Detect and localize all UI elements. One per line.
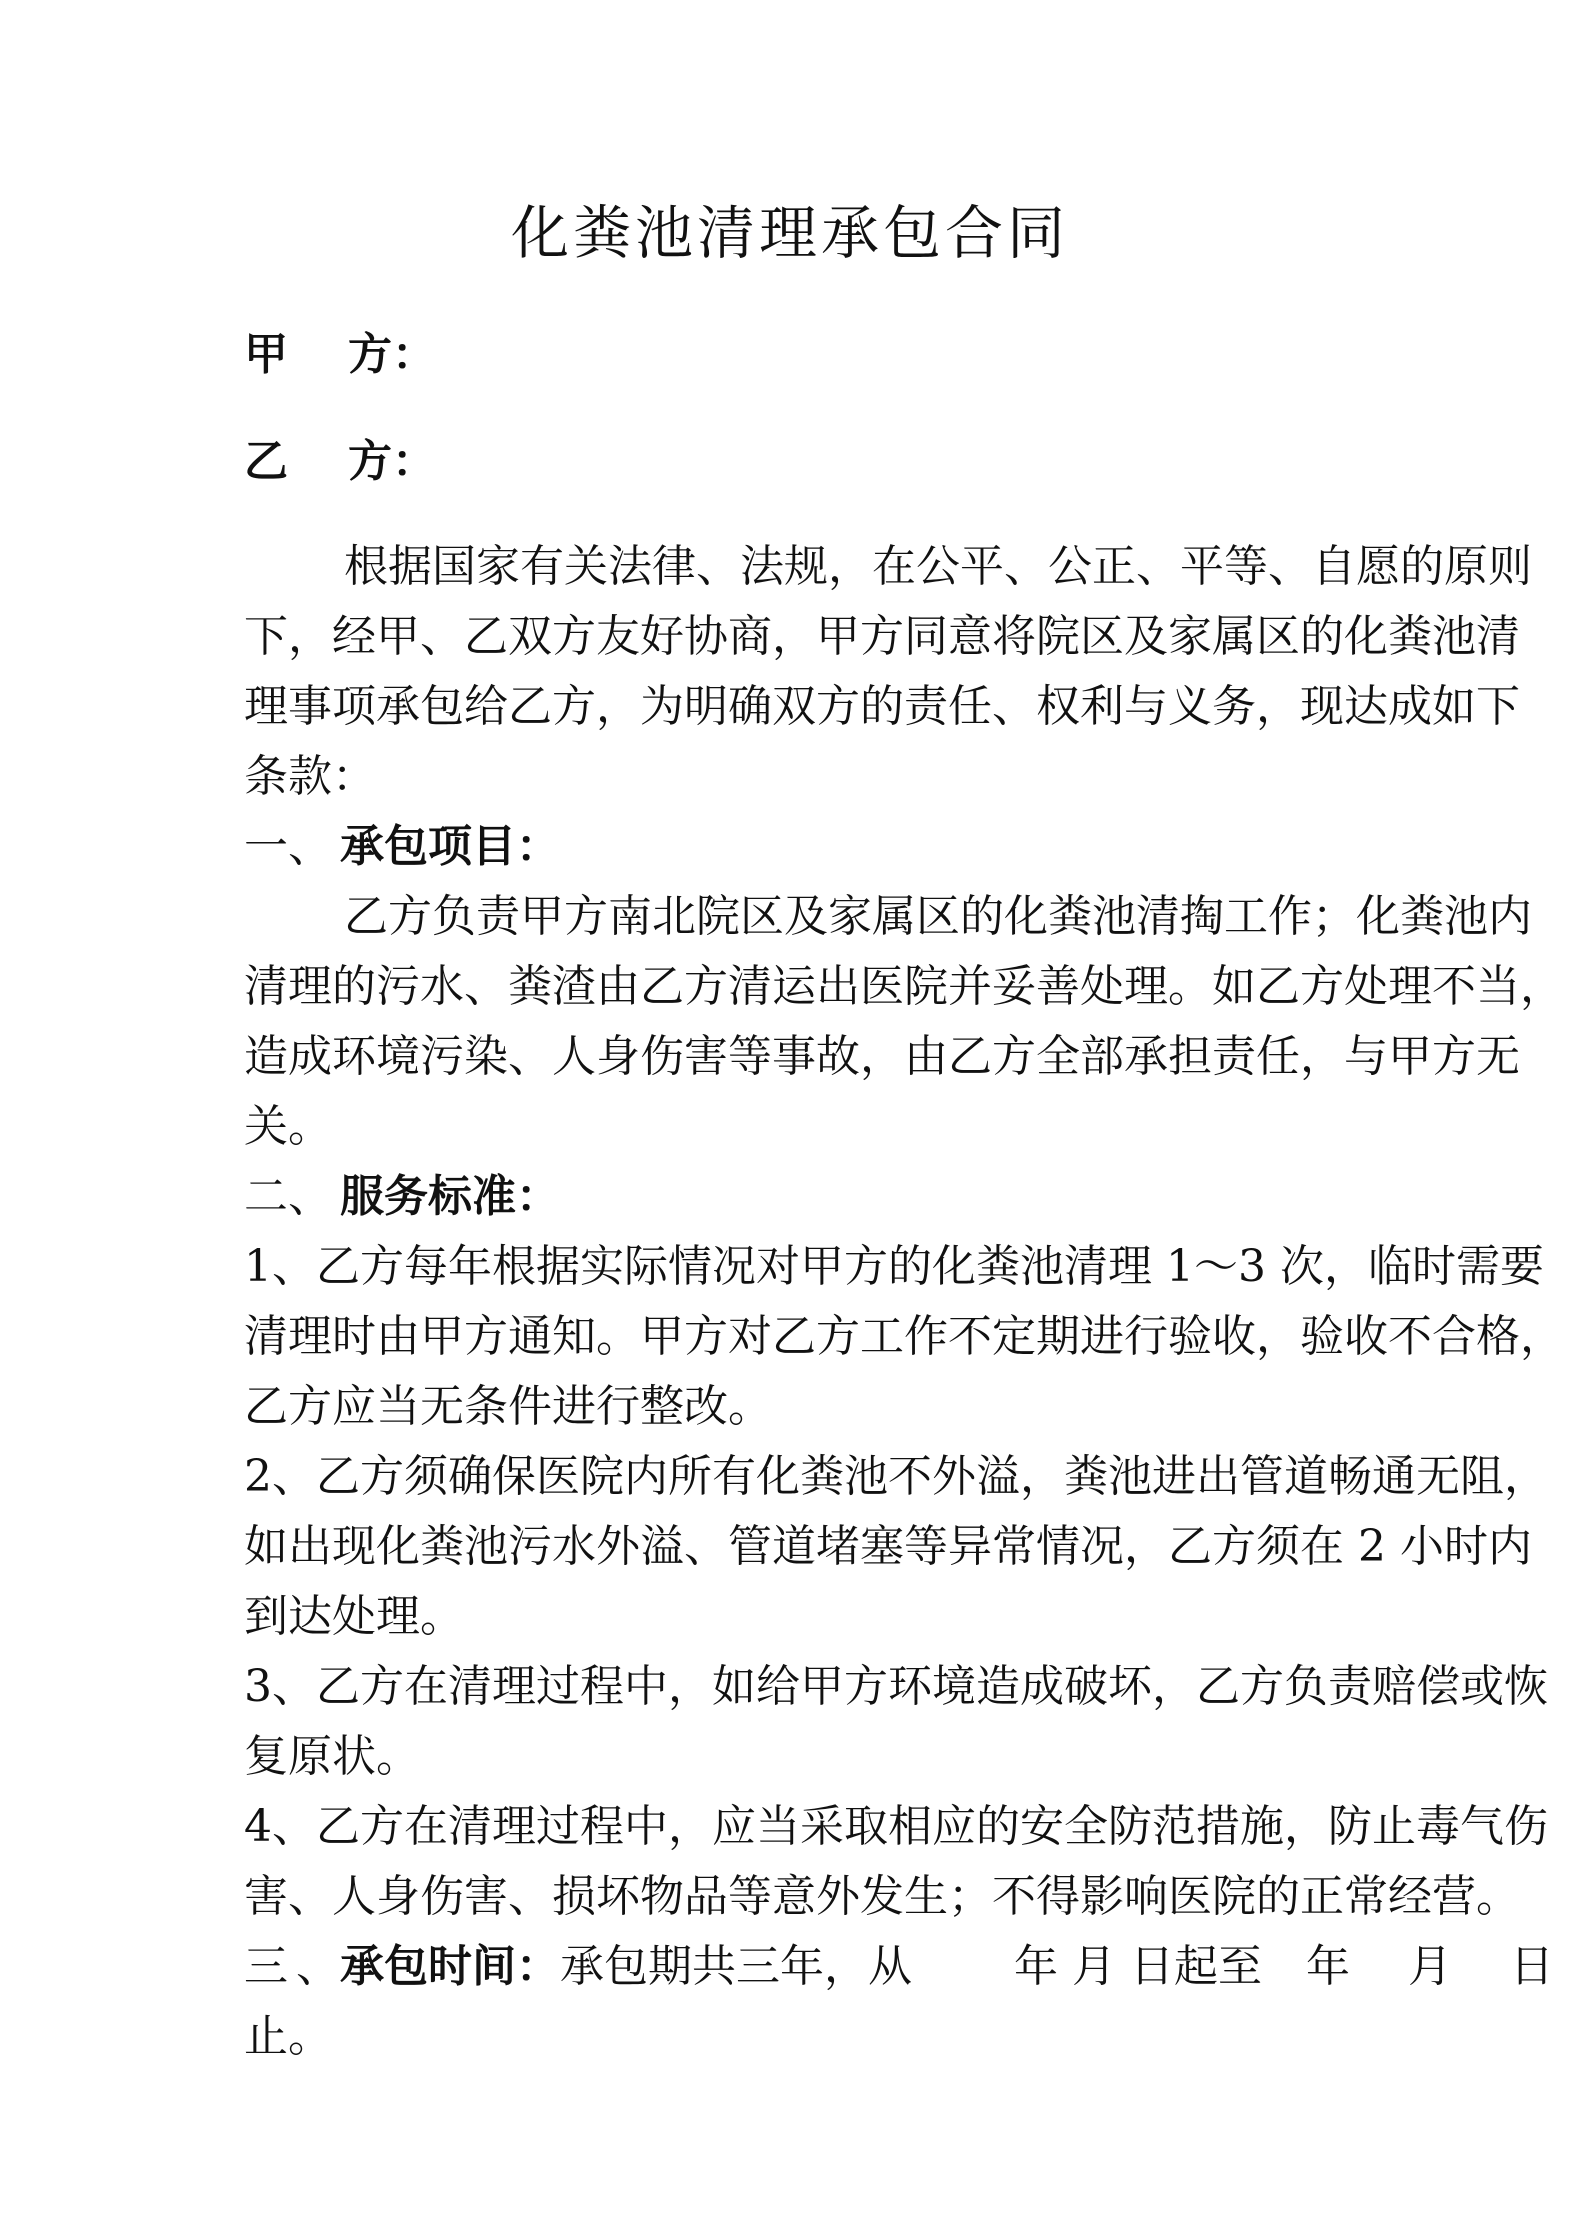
- text-line: 到达处理。: [244, 1591, 464, 1642]
- text-line: 1、乙方每年根据实际情况对甲方的化粪池清理 1～3 次，临时需要: [244, 1241, 1544, 1292]
- section-2-heading: [244, 1162, 1350, 1232]
- text-line: 乙方负责甲方南北院区及家属区的化粪池清掏工作；化粪池内: [344, 891, 1532, 942]
- party-b-line: [244, 432, 436, 492]
- text-line: 如出现化粪池污水外溢、管道堵塞等异常情况，乙方须在 2 小时内: [244, 1521, 1532, 1572]
- text-line: 害、人身伤害、损坏物品等意外发生；不得影响医院的正常经营。: [244, 1871, 1520, 1922]
- party-b-label-1: 乙: [244, 436, 288, 487]
- text-line: 清理的污水、粪渣由乙方清运出医院并妥善处理。如乙方处理不当，: [244, 961, 1564, 1012]
- text-line: 下，经甲、乙双方友好协商，甲方同意将院区及家属区的化粪池清: [244, 611, 1520, 662]
- section-number: 一、: [244, 821, 332, 872]
- text-line: 止。: [244, 2011, 332, 2062]
- document-title: 化粪池清理承包合同: [510, 199, 1069, 267]
- section-1-heading: [244, 812, 1350, 882]
- party-a-label-1: 甲: [244, 329, 288, 380]
- party-a-line: [244, 325, 436, 385]
- section-title: 服务标准：: [340, 1171, 560, 1222]
- text-line: 理事项承包给乙方，为明确双方的责任、权利与义务，现达成如下: [244, 681, 1520, 732]
- text-line: 关。: [244, 1101, 332, 1152]
- text-line: 4、乙方在清理过程中，应当采取相应的安全防范措施，防止毒气伤: [244, 1801, 1548, 1852]
- text-line: 造成环境污染、人身伤害等事故，由乙方全部承担责任，与甲方无: [244, 1031, 1520, 1082]
- text-line: 3、乙方在清理过程中，如给甲方环境造成破坏，乙方负责赔偿或恢: [244, 1661, 1548, 1712]
- text-line: 2、乙方须确保医院内所有化粪池不外溢，粪池进出管道畅通无阻，: [244, 1451, 1548, 1502]
- section-number: 二、: [244, 1171, 332, 1222]
- party-b-label-2: 方：: [348, 436, 436, 487]
- text-line: 根据国家有关法律、法规，在公平、公正、平等、自愿的原则: [344, 541, 1532, 592]
- section-3-heading: [244, 1932, 1554, 2002]
- text-line: 条款：: [244, 751, 376, 802]
- contract-body: [244, 532, 1564, 2072]
- section-title: 承包项目：: [340, 821, 560, 872]
- party-a-label-2: 方：: [348, 329, 436, 380]
- text-line: 乙方应当无条件进行整改。: [244, 1381, 772, 1432]
- section-number: 三、: [244, 1941, 340, 1992]
- preamble-paragraph: [244, 532, 1532, 812]
- text-line: 清理时由甲方通知。甲方对乙方工作不定期进行验收，验收不合格，: [244, 1311, 1564, 1362]
- section-title: 承包时间：: [340, 1941, 560, 1992]
- text-line: 复原状。: [244, 1731, 420, 1782]
- contract-term-text: 承包期共三年，从 年 月 日起至 年 月 日: [560, 1941, 1554, 1992]
